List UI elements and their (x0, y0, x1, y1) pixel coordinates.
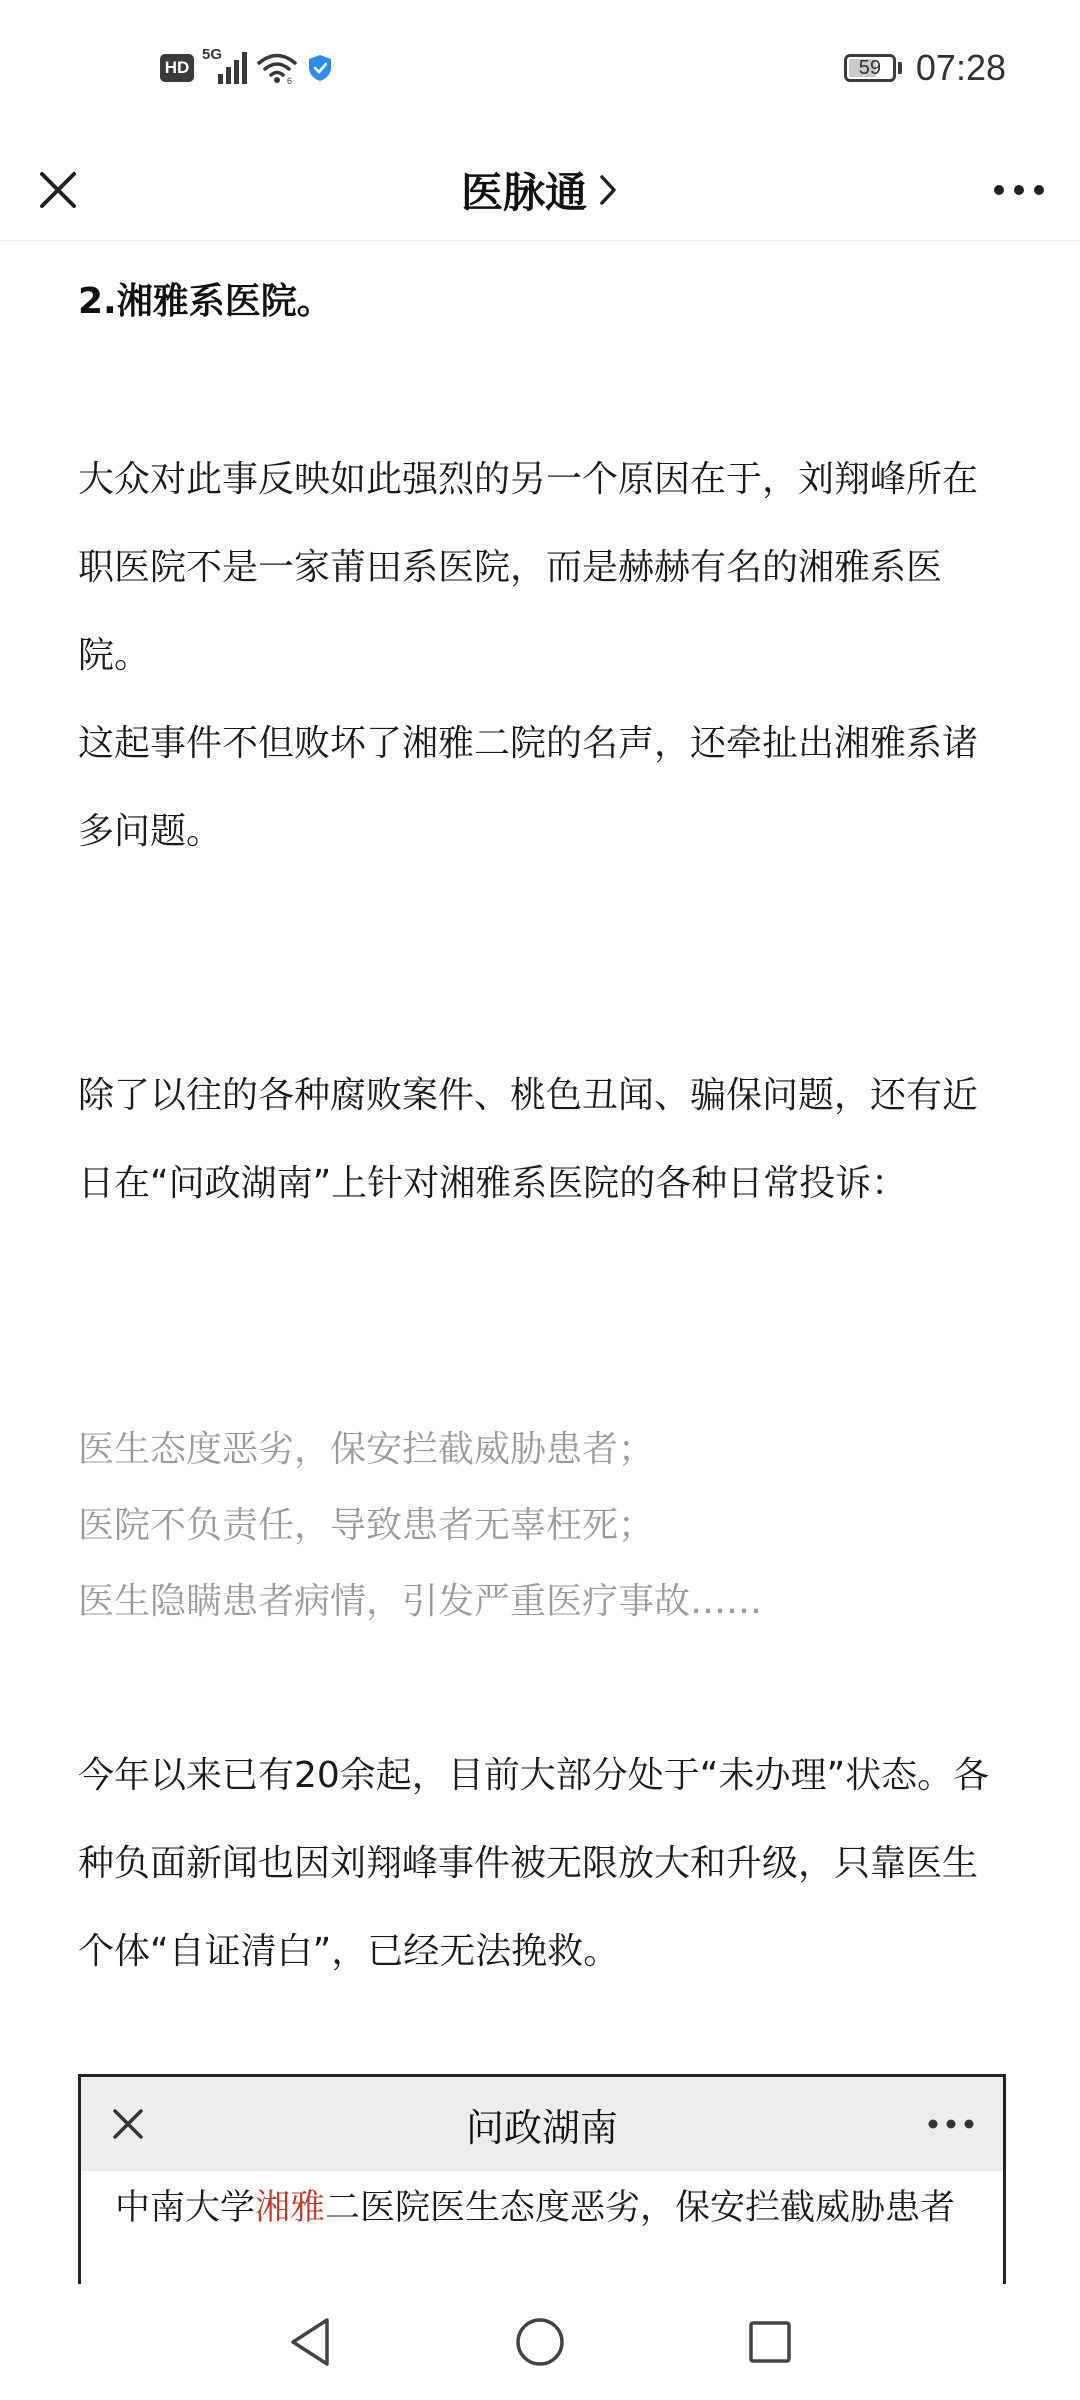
embedded-screenshot (78, 2074, 1006, 2284)
navigation-bar (0, 2284, 1080, 2400)
battery-level: 59 (858, 56, 882, 79)
back-button[interactable] (270, 2304, 350, 2380)
title-bar (0, 140, 1080, 241)
network-label: 5G (202, 46, 223, 63)
status-time: 07:28 (915, 47, 1006, 88)
signal-5g-icon (202, 46, 248, 86)
quote-line-3: 医生隐瞒患者病情，引发严重医疗事故…… (78, 1581, 763, 1622)
home-button[interactable] (500, 2304, 580, 2380)
article-paragraph-2: 这起事件不但败坏了湘雅二院的名声，还牵扯出湘雅系诸多问题。 (78, 723, 979, 852)
back-icon (285, 2315, 335, 2369)
battery-icon (844, 54, 902, 82)
battery-body (844, 54, 896, 82)
article-paragraph-4: 今年以来已有20余起，目前大部分处于“未办理”状态。各种负面新闻也因刘翔峰事件被无限放大和升级，只靠医生个体“自证清白”，已经无法挽救。 (78, 1755, 990, 1972)
more-button[interactable] (984, 160, 1054, 220)
embed-body-highlight: 湘雅 (255, 2188, 326, 2228)
embed-more-icon (923, 2101, 979, 2147)
page-title: 医脉通 (460, 168, 587, 217)
recent-apps-icon (745, 2317, 795, 2367)
status-bar (0, 0, 1080, 140)
chevron-right-icon (597, 173, 619, 207)
svg-text:6: 6 (287, 76, 293, 85)
section-heading: 2.湘雅系医院。 (78, 281, 333, 322)
shield-icon (306, 53, 334, 83)
embed-body-text (81, 2171, 1003, 2233)
status-icons-left (160, 48, 334, 88)
article-paragraph-1: 大众对此事反映如此强烈的另一个原因在于，刘翔峰所在职医院不是一家莆田系医院，而是赫赫有名的湘雅系医院。 (78, 459, 979, 676)
embed-body-suffix: 二医院医生态度恶劣，保安拦截威胁患者 (325, 2188, 956, 2228)
status-icons-right (844, 46, 1006, 90)
battery-cap (898, 62, 902, 74)
embed-body-prefix: 中南大学 (115, 2188, 256, 2228)
recent-apps-button[interactable] (730, 2304, 810, 2380)
embed-title: 问政湖南 (465, 2105, 618, 2150)
embed-title-bar (81, 2077, 1003, 2171)
home-icon (513, 2315, 567, 2369)
wifi-icon (256, 51, 298, 85)
quote-line-1: 医生态度恶劣，保安拦截威胁患者； (78, 1429, 655, 1470)
page-title-link[interactable] (0, 140, 1080, 240)
article-paragraph-3: 除了以往的各种腐败案件、桃色丑闻、骗保问题，还有近日在“问政湖南”上针对湘雅系医院的各种日常投诉： (78, 1075, 979, 1204)
hd-icon: HD (160, 54, 194, 82)
more-icon (993, 184, 1045, 196)
quote-line-2: 医院不负责任，导致患者无辜枉死； (78, 1505, 655, 1546)
